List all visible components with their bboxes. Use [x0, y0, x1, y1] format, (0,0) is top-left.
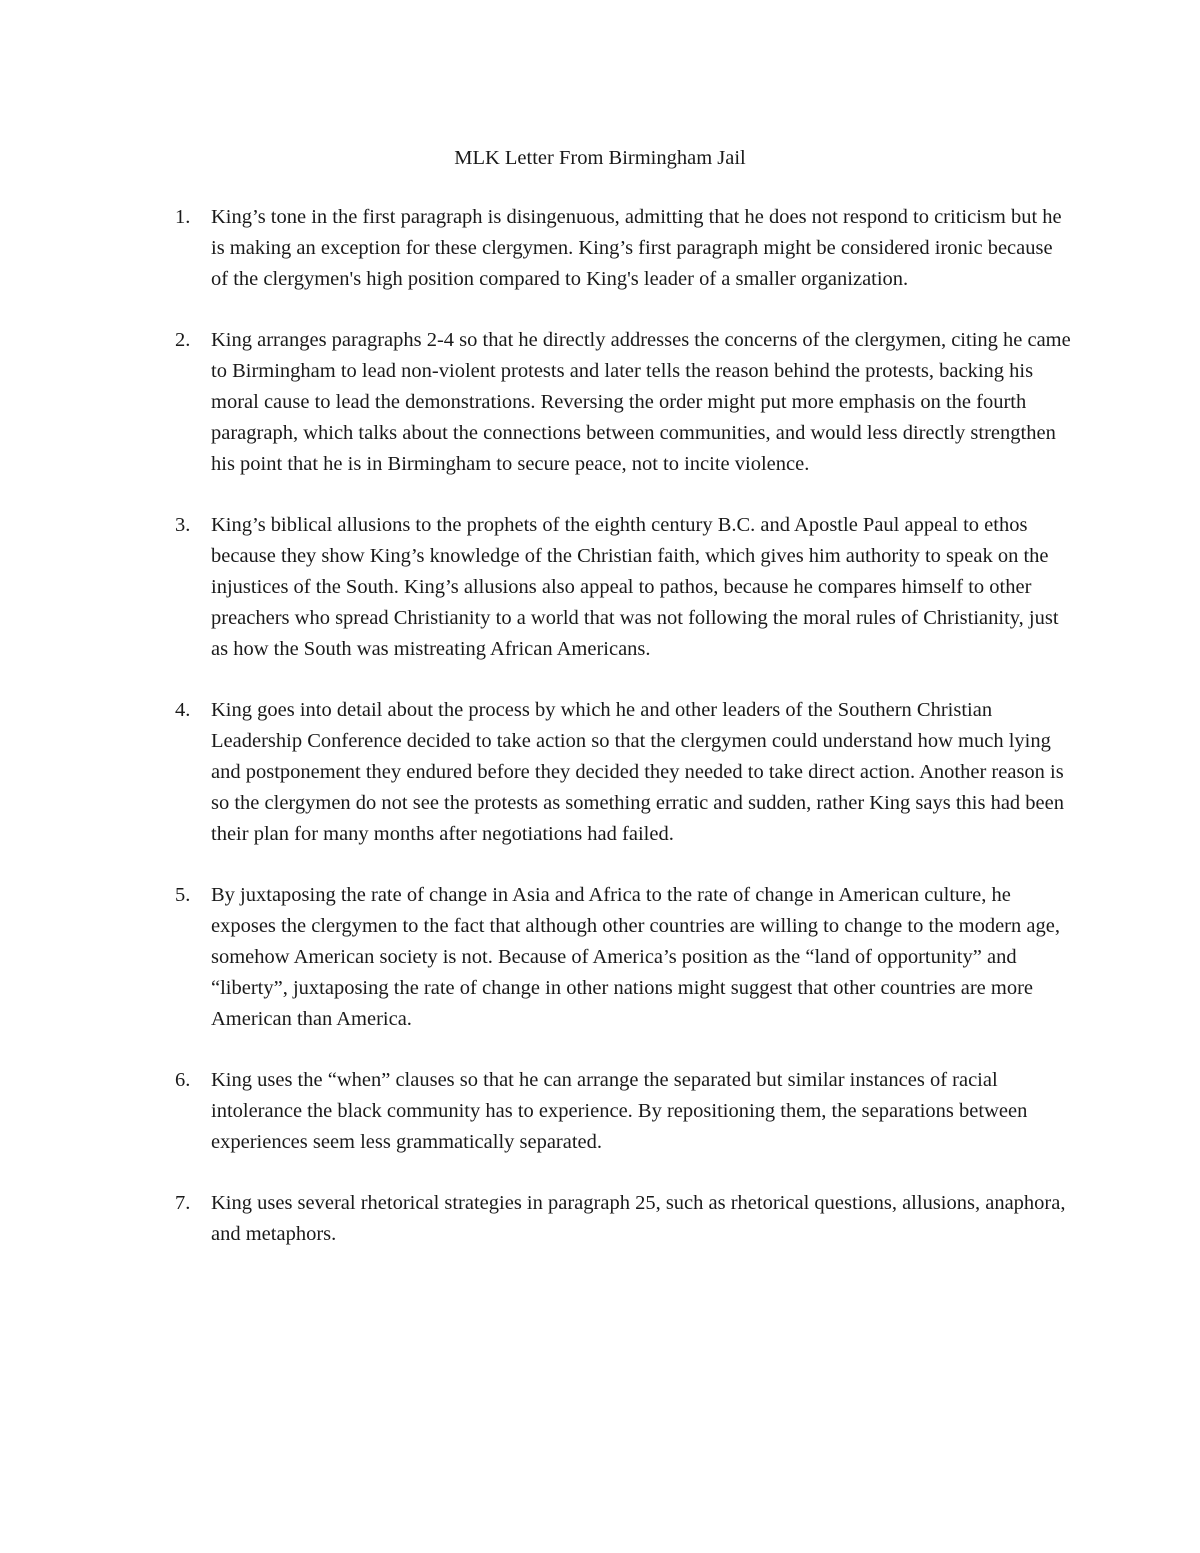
answer-number: 6. [175, 1069, 191, 1091]
answer-item-5 [0, 880, 1071, 1035]
answer-text: King uses several rhetorical strategies in paragraph 25, such as rhetorical questions, allusions, anaphora, and metaphors. [211, 1192, 1066, 1245]
answer-item-4 [0, 695, 1071, 850]
answer-number: 3. [175, 514, 191, 536]
answer-text: King’s biblical allusions to the prophets of the eighth century B.C. and Apostle Paul appeal to ethos because they show King’s knowledge of the Christian faith, which gives him authority to speak on the injustices of the South. King’s allusions also appeal to pathos, because he compares himself to other preachers who spread Christianity to a world that was not following the moral rules of Christianity, just as how the South was mistreating African Americans. [211, 514, 1059, 660]
answer-item-7 [0, 1188, 1071, 1250]
answer-list [0, 202, 1200, 1280]
answer-number: 5. [175, 884, 191, 906]
answer-number: 1. [175, 206, 191, 228]
answer-text: By juxtaposing the rate of change in Asia and Africa to the rate of change in American culture, he exposes the clergymen to the fact that although other countries are willing to change to the modern age, somehow American society is not. Because of America’s position as the “land of opportunity” and “liberty”, juxtaposing the rate of change in other nations might suggest that other countries are more American than America. [211, 884, 1060, 1030]
answer-item-3 [0, 510, 1071, 665]
answer-number: 4. [175, 699, 191, 721]
answer-text: King uses the “when” clauses so that he can arrange the separated but similar instances of racial intolerance the black community has to experience. By repositioning them, the separations between experiences seem less grammatically separated. [211, 1069, 1028, 1153]
answer-text: King goes into detail about the process by which he and other leaders of the Southern Christian Leadership Conference decided to take action so that the clergymen could understand how much lying and postponement they endured before they decided they needed to take direct action. Another reason is so the clergymen do not see the protests as something erratic and sudden, rather King says this had been their plan for many months after negotiations had failed. [211, 699, 1065, 845]
answer-item-6 [0, 1065, 1071, 1158]
answer-item-1 [0, 202, 1071, 295]
answer-text: King’s tone in the first paragraph is disingenuous, admitting that he does not respond to criticism but he is making an exception for these clergymen. King’s first paragraph might be considered ironic because of the clergymen's high position compared to King's leader of a smaller organization. [211, 206, 1062, 290]
answer-item-2 [0, 325, 1071, 480]
answer-number: 2. [175, 329, 191, 351]
answer-text: King arranges paragraphs 2-4 so that he directly addresses the concerns of the clergymen, citing he came to Birmingham to lead non-violent protests and later tells the reason behind the protests, backing his moral cause to lead the demonstrations. Reversing the order might put more emphasis on the fourth paragraph, which talks about the connections between communities, and would less directly strengthen his point that he is in Birmingham to secure peace, not to incite violence. [211, 329, 1071, 475]
answer-number: 7. [175, 1192, 191, 1214]
document-title: MLK Letter From Birmingham Jail [454, 147, 746, 169]
